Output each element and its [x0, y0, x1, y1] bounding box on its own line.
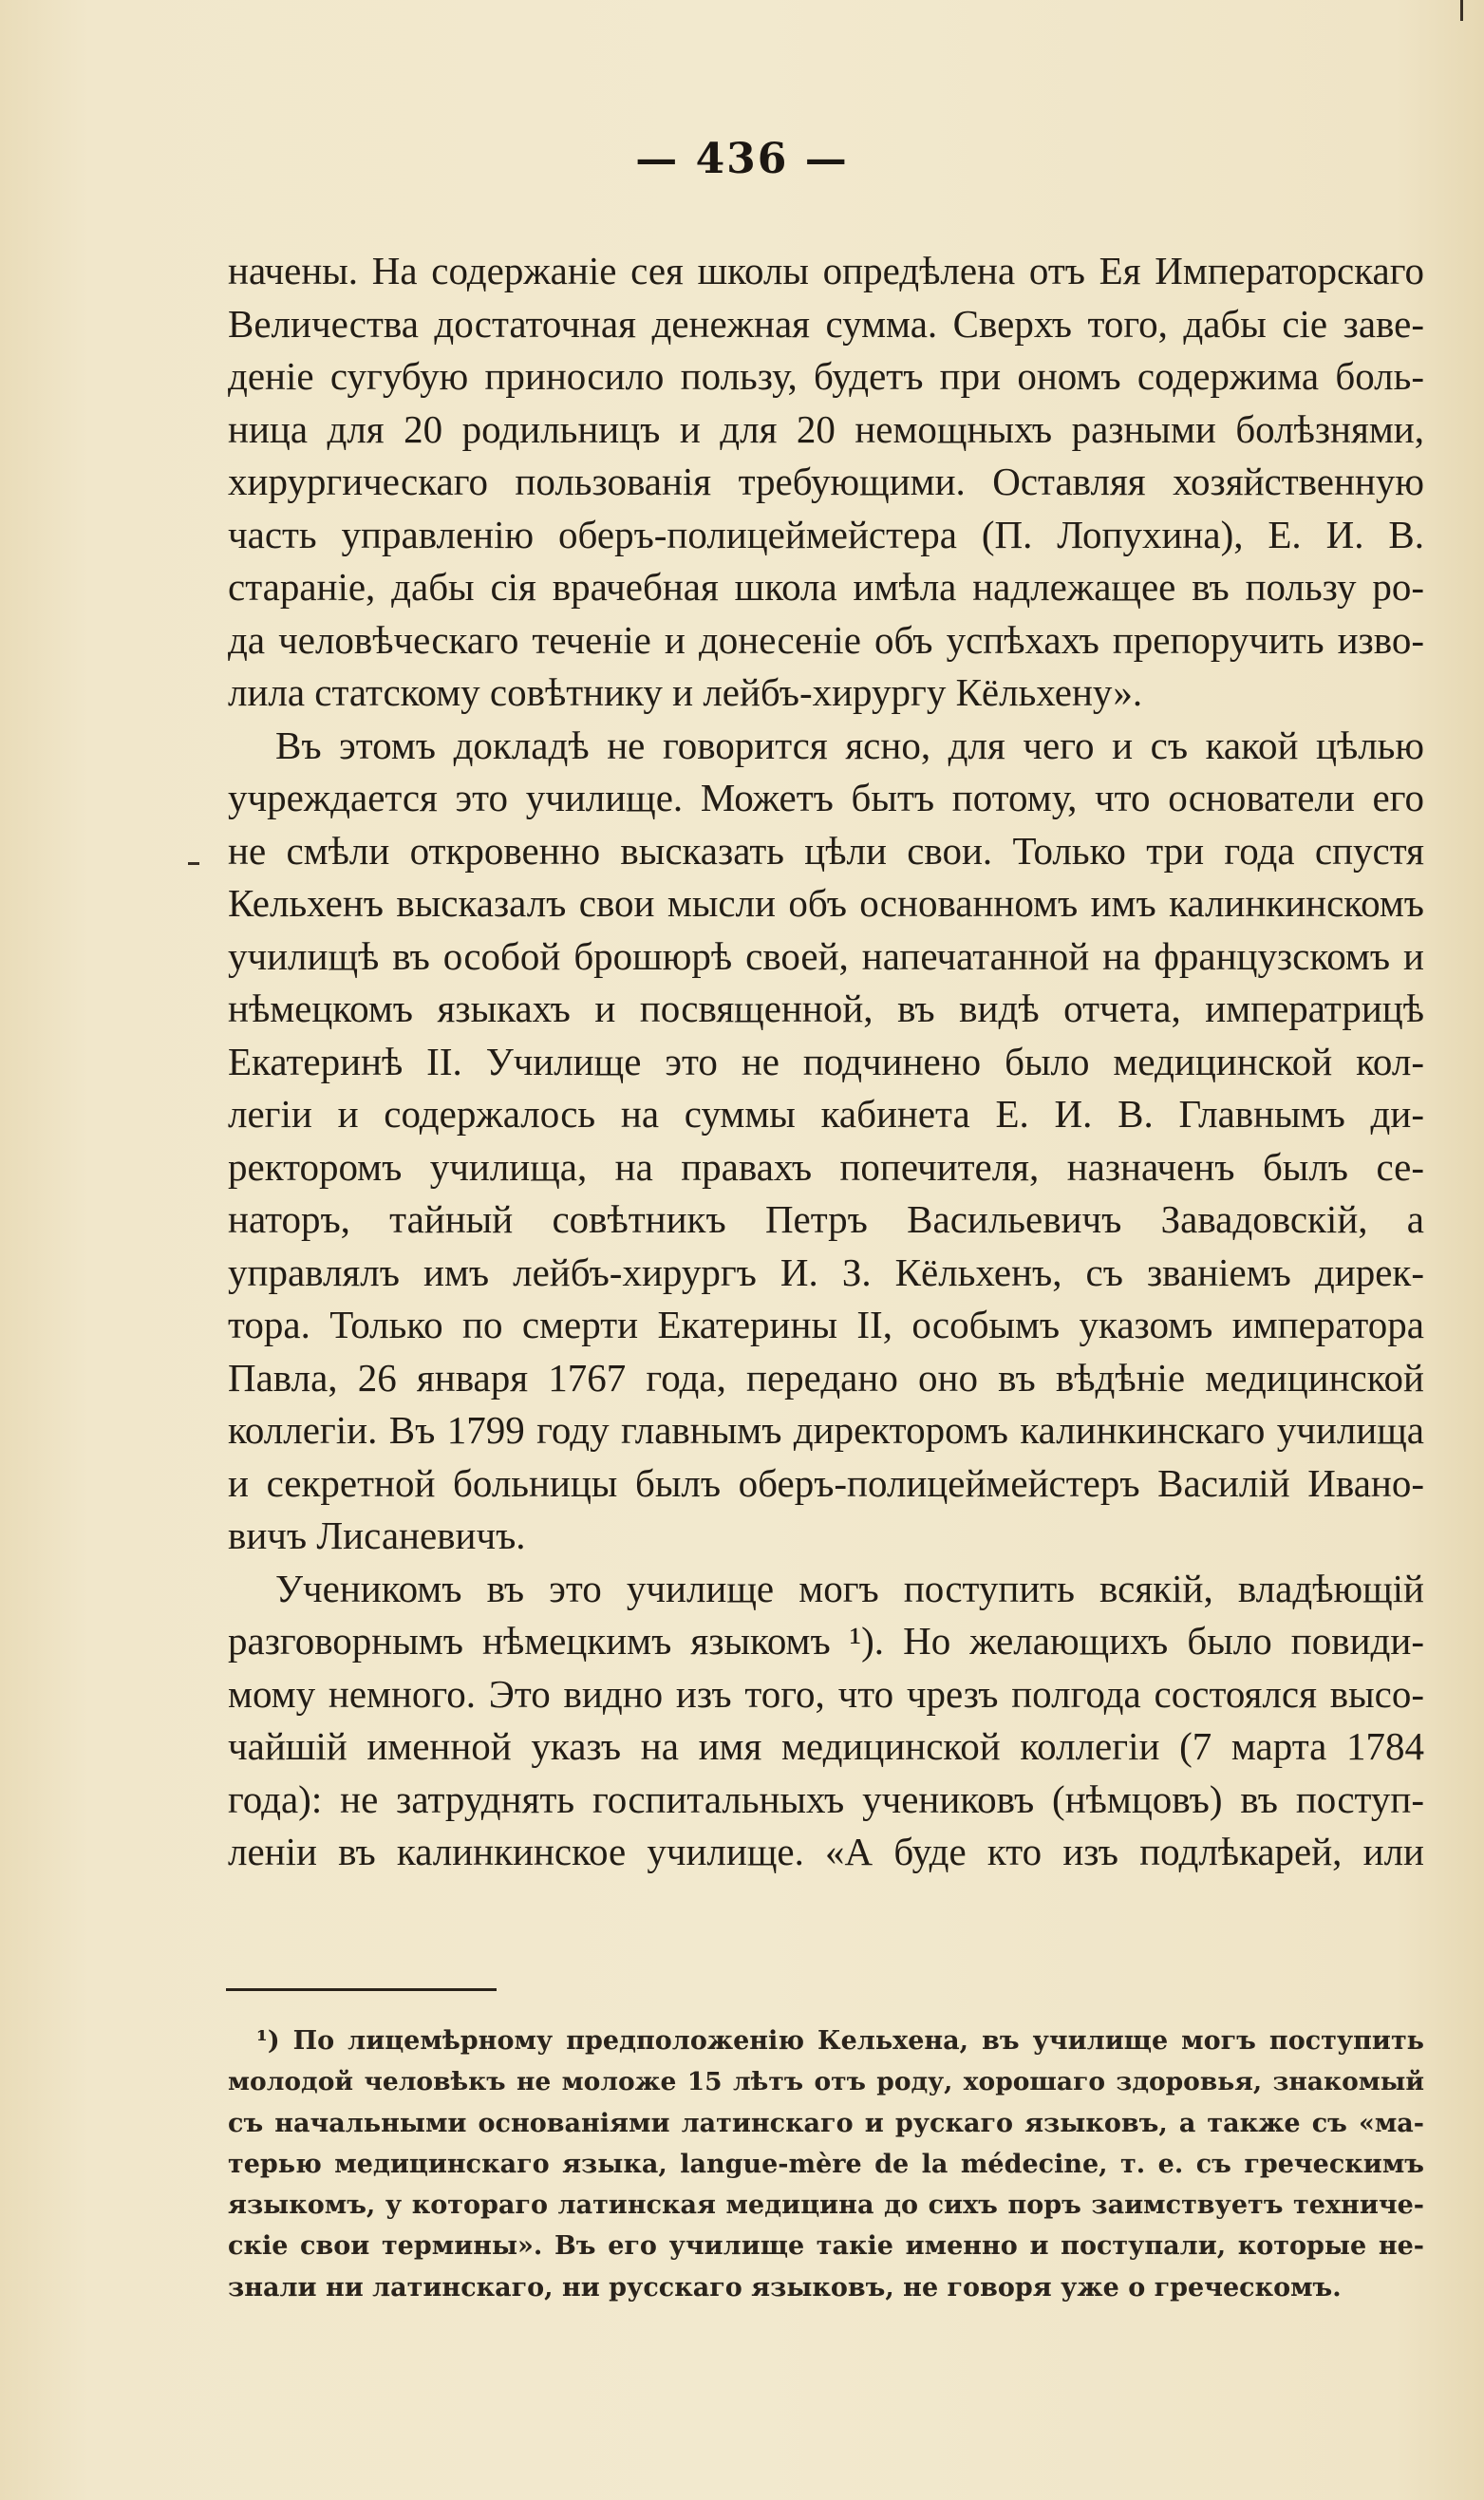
page-edge-mark — [1460, 0, 1463, 21]
text-line: Павла, 26 января 1767 года, передано оно въ вѣдѣніе медицинской — [228, 1355, 1424, 1400]
text-line: леніи въ калинкинское училище. «А буде кто изъ подлѣкарей, или — [228, 1830, 1424, 1873]
text-line: да человѣческаго теченіе и донесеніе объ успѣхахъ препоручить изво- — [228, 617, 1424, 662]
text-line: хирургическаго пользованія требующими. Оставляя хозяйственную — [228, 460, 1424, 503]
text-line: легіи и содержалось на суммы кабинета Е. И. В. Главнымъ ди- — [228, 1092, 1424, 1136]
text-line: учреждается это училище. Можетъ бытъ потому, что основатели его — [228, 776, 1424, 819]
text-line: разговорнымъ нѣмецкимъ языкомъ ¹). Но желающихъ было повиди- — [228, 1619, 1424, 1663]
main-text — [228, 245, 1424, 1879]
text-line: наторъ, тайный совѣтникъ Петръ Васильевичъ Завадовскій, а — [228, 1197, 1424, 1241]
text-line: ректоромъ училища, на правахъ попечителя, назначенъ былъ се- — [228, 1144, 1424, 1189]
footnote-divider — [226, 1988, 497, 1991]
text-line: не смѣли откровенно высказать цѣли свои. Только три года спустя — [228, 828, 1424, 873]
text-line: училищѣ въ особой брошюрѣ своей, напечатанной на французскомъ и — [228, 933, 1424, 978]
text-line: коллегіи. Въ 1799 году главнымъ директоромъ калинкинскаго училища — [228, 1408, 1424, 1452]
footnote-line: ¹) По лицемѣрному предположенію Кельхена, въ училище могъ поступить — [256, 2026, 1424, 2056]
text-line: ница для 20 родильницъ и для 20 немощныхъ разными болѣзнями, — [228, 406, 1424, 451]
text-line: управлялъ имъ лейбъ-хирургъ И. З. Кёльхенъ, съ званіемъ дирек- — [228, 1250, 1424, 1294]
text-line: мому немного. Это видно изъ того, что чрезъ полгода состоялся высо- — [228, 1671, 1424, 1716]
margin-mark — [188, 862, 199, 865]
text-line: тора. Только по смерти Екатерины II, особымъ указомъ императора — [228, 1303, 1424, 1346]
text-line: стараніе, дабы сія врачебная школа имѣла надлежащее въ пользу ро- — [228, 565, 1424, 609]
footnote-line: съ начальными основаніями латинскаго и рускаго языковъ, а также съ «ма- — [228, 2108, 1424, 2138]
footnote-line: знали ни латинскаго, ни русскаго языковъ, не говоря уже о греческомъ. — [228, 2272, 1342, 2303]
text-line: года): не затруднять госпитальныхъ учениковъ (нѣмцовъ) въ поступ- — [228, 1776, 1424, 1821]
footnote-line: языкомъ, у котораго латинская медицина до сихъ поръ заимствуетъ техниче- — [228, 2190, 1424, 2221]
text-line: Кельхенъ высказалъ свои мысли объ основанномъ имъ калинкинскомъ — [228, 881, 1424, 925]
footnote-line: скіе свои термины». Въ его училище такіе именно и поступали, которые не- — [228, 2231, 1424, 2262]
footnote-line: молодой человѣкъ не моложе 15 лѣтъ отъ роду, хорошаго здоровья, знакомый — [228, 2067, 1424, 2097]
text-line: лила статскому совѣтнику и лейбъ-хирургу Кёльхену». — [228, 670, 1143, 714]
text-line: Величества достаточная денежная сумма. Сверхъ того, дабы сіе заве- — [228, 301, 1424, 346]
text-line: деніе сугубую приносило пользу, будетъ при ономъ содержима боль- — [228, 354, 1424, 398]
text-line: нѣмецкомъ языкахъ и посвященной, въ видѣ отчета, императрицѣ — [228, 987, 1424, 1030]
text-line: Ученикомъ въ это училище могъ поступить всякій, владѣющій — [275, 1566, 1424, 1610]
page-number: — 436 — — [635, 135, 849, 183]
text-line: начены. На содержаніе сея школы опредѣлена отъ Ея Императорскаго — [228, 249, 1424, 292]
text-line: Въ этомъ докладѣ не говорится ясно, для чего и съ какой цѣлью — [275, 723, 1424, 767]
text-line: чайшій именной указъ на имя медицинской коллегіи (7 марта 1784 — [228, 1724, 1424, 1768]
footnote-line: терью медицинскаго языка, langue-mère de la médecine, т. е. съ греческимъ — [228, 2149, 1424, 2179]
text-line: и секретной больницы былъ оберъ-полицеймейстеръ Василій Ивано- — [228, 1460, 1424, 1505]
text-line: Екатеринѣ II. Училище это не подчинено было медицинской кол- — [228, 1039, 1424, 1083]
text-line: часть управленію оберъ-полицеймейстера (П. Лопухина), Е. И. В. — [228, 512, 1424, 556]
text-line: вичъ Лисаневичъ. — [228, 1513, 526, 1557]
footnote-section — [228, 2021, 1424, 2308]
